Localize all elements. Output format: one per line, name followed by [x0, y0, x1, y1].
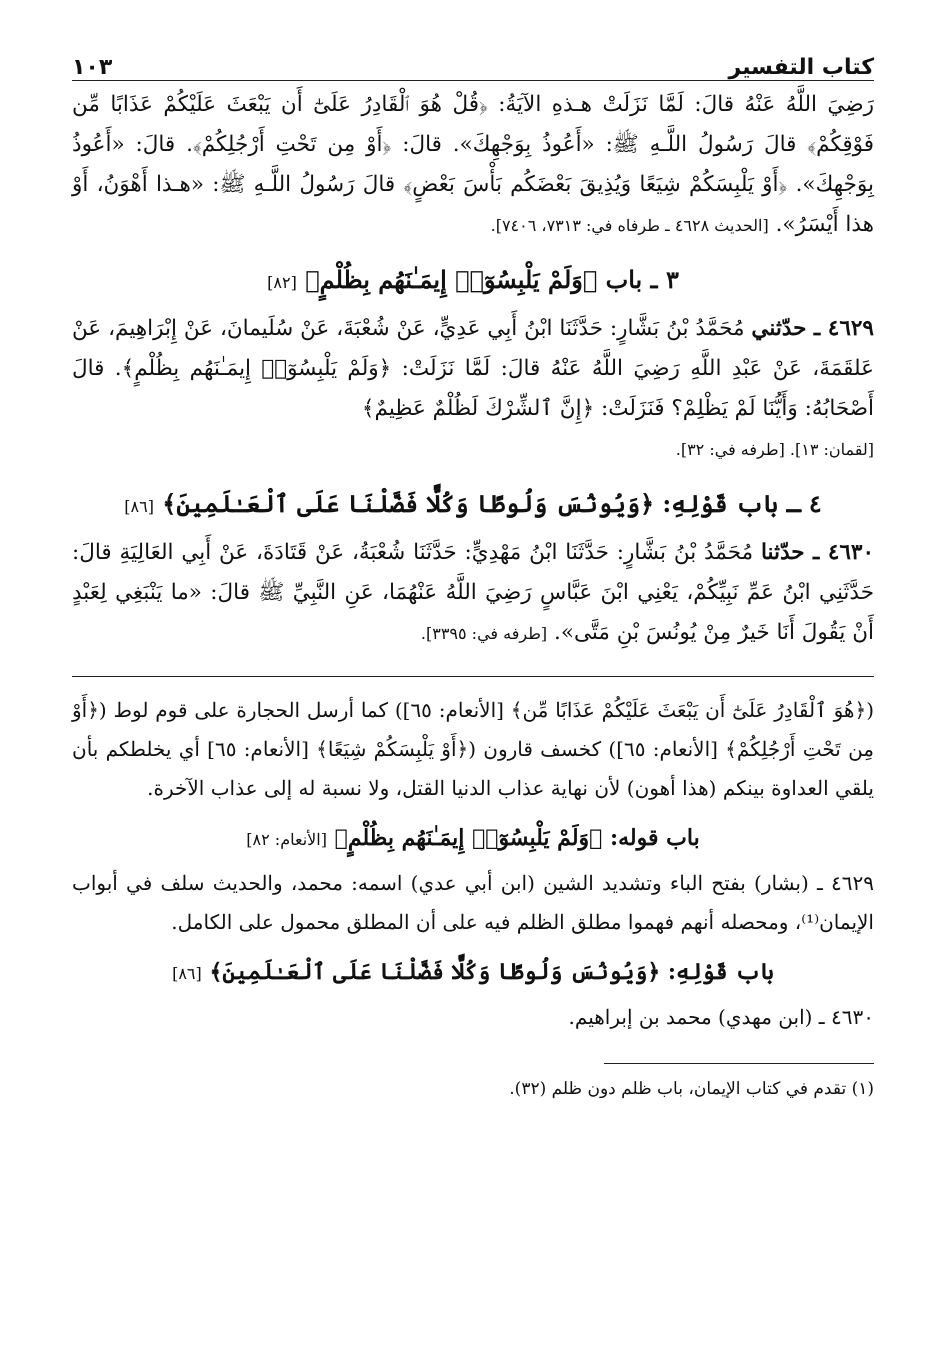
commentary-4630: ٤٦٣٠ ـ (ابن مهدي) محمد بن إبراهيم. — [568, 1005, 874, 1029]
chapter-3-verse-ref: [٨٢] — [267, 273, 297, 292]
main-text — [72, 85, 874, 654]
page-header — [72, 36, 874, 81]
hadith-4628-reference: [الحديث ٤٦٢٨ ـ طرفاه في: ٧٣١٣، ٧٤٠٦]. — [490, 216, 769, 235]
hadith-4629-reference: [لقمان: ١٣]. [طرفه في: ٣٢]. — [675, 440, 874, 459]
hadith-4628-continuation: رَضِيَ اللَّهُ عَنْهُ قالَ: لَمَّا نَزَلَتْ هـذهِ الآيَةُ: ﴿قُلْ هُوَ ٱلْقَادِرُ عَلَىٰٓ أَن يَبْعَثَ عَلَيْكُمْ عَذَابًا مِّن فَوْقِكُمْ﴾ قالَ رَسُولُ اللَّـهِ ﷺ: «أَعُوذُ بِوَجْهِكَ». قالَ: ﴿أَوْ مِن تَحْتِ أَرْجُلِكُمْ﴾. قالَ: «أَعُوذُ بِوَجْهِكَ». ﴿أَوْ يَلْبِسَكُمْ شِيَعًا وَيُذِيقَ بَعْضَكُم بَأْسَ بَعْضٍ﴾ قالَ رَسُولُ اللَّـهِ ﷺ: «هـذا أَهْوَنُ، أَوْ هذا أَيْسَرُ». [الحديث ٤٦٢٨ ـ طرفاه في: ٧٣١٣، ٧٤٠٦]. — [72, 92, 874, 237]
commentary-4629: ٤٦٢٩ ـ (بشار) بفتح الباء وتشديد الشين (ابن أبي عدي) اسمه: محمد، والحديث سلف في أبواب الإيمان⁽¹⁾، ومحصله أنهم فهموا مطلق الظلم فيه على أن المطلق محمول على الكامل. — [72, 871, 874, 934]
chapter-4-heading: ٤ ـ باب قَوْلِهِ: ﴿وَيُونُسَ وَلُوطًا وَكُلًّا فَضَّلْنَا عَلَى ٱلْعَـٰلَمِينَ﴾ [٨٦] — [124, 489, 822, 518]
hadith-4630-number: ٤٦٣٠ ـ حدّثنا — [760, 540, 875, 565]
hadith-4630: ٤٦٣٠ ـ حدّثنا مُحَمَّدُ بْنُ بَشَّارٍ: حَدَّثَنَا ابْنُ مَهْدِيٍّ: حَدَّثَنَا شُعْبَةُ، عَنْ قَتَادَةَ، عَنْ أَبِي العَالِيَةِ قالَ: حَدَّثَنِي ابْنُ عَمِّ نَبِيِّكُمْ، يَعْنِي ابْنَ عَبَّاسٍ رَضِيَ اللَّهُ عَنْهُمَا، عَنِ النَّبِيِّ ﷺ قالَ: «ما يَنْبَغِي لِعَبْدٍ أَنْ يَقُولَ أَنَا خَيرٌ مِنْ يُونُسَ بْنِ مَتَّى». [طرفه في: ٣٣٩٥]. — [72, 540, 875, 645]
hadith-4630-reference: [طرفه في: ٣٣٩٥]. — [420, 624, 548, 643]
commentary — [72, 691, 874, 1037]
hadith-4629-number: ٤٦٢٩ ـ حدّثني — [751, 316, 874, 341]
commentary-chapter-heading-1: باب قوله: ﴿وَلَمْ يَلْبِسُوٓا۟ إِيمَـٰنَهُم بِظُلْمٍ﴾ [الأنعام: ٨٢] — [246, 825, 700, 851]
chapter-3-heading: ٣ ـ باب ﴿وَلَمْ يَلْبِسُوٓا۟ إِيمَـٰنَهُم بِظُلْمٍ﴾ [٨٢] — [267, 265, 679, 294]
commentary-separator — [72, 676, 874, 677]
page-number: ١٠٣ — [72, 55, 113, 80]
book-title: كتاب التفسير — [728, 55, 874, 80]
chapter-4-verse-ref: [٨٦] — [124, 497, 154, 516]
commentary-chapter-heading-2: باب قَوْلِهِ: ﴿وَيُونُسَ وَلُوطًا وَكُلًّا فَضَّلْنَا عَلَى ٱلْعَـٰلَمِينَ﴾ [٨٦] — [172, 959, 774, 985]
footnote: (١) تقدم في كتاب الإيمان، باب ظلم دون ظلم (٣٢). — [509, 1079, 874, 1099]
commentary-4628: (﴿هُوَ ٱلْقَادِرُ عَلَىٰٓ أَن يَبْعَثَ عَلَيْكُمْ عَذَابًا مِّن﴾ [الأنعام: ٦٥]) كما أرسل الحجارة على قوم لوط (﴿أَوْ مِن تَحْتِ أَرْجُلِكُمْ﴾ [الأنعام: ٦٥]) كخسف قارون (﴿أَوْ يَلْبِسَكُمْ شِيَعًا﴾ [الأنعام: ٦٥] أي يخلطكم بأن يلقي العداوة بينكم (هذا أهون) لأن نهاية عذاب الدنيا القتل، ولا نسبة له إلى عذاب الآخرة. — [72, 698, 875, 800]
hadith-4629: ٤٦٢٩ ـ حدّثني مُحَمَّدُ بْنُ بَشَّارٍ: حَدَّثَنَا ابْنُ أَبِي عَدِيٍّ، عَنْ شُعْبَةَ، عَنْ سُلَيمانَ، عَنْ إِبْرَاهِيمَ، عَنْ عَلقَمَةَ، عَنْ عَبْدِ اللَّهِ رَضِيَ اللَّهُ عَنْهُ قالَ: لَمَّا نَزَلَتْ: ﴿وَلَمْ يَلْبِسُوٓا۟ إِيمَـٰنَهُم بِظُلْمٍ﴾. قالَ أَصْحَابُهُ: وَأَيُّنَا لَمْ يَظْلِمْ؟ فَنَزَلَتْ: ﴿إِنَّ ٱلشِّرْكَ لَظُلْمٌ عَظِيمٌ﴾ [لقمان: ١٣]. [طرفه في: ٣٢]. — [72, 316, 874, 459]
footnote-rule — [604, 1063, 874, 1064]
